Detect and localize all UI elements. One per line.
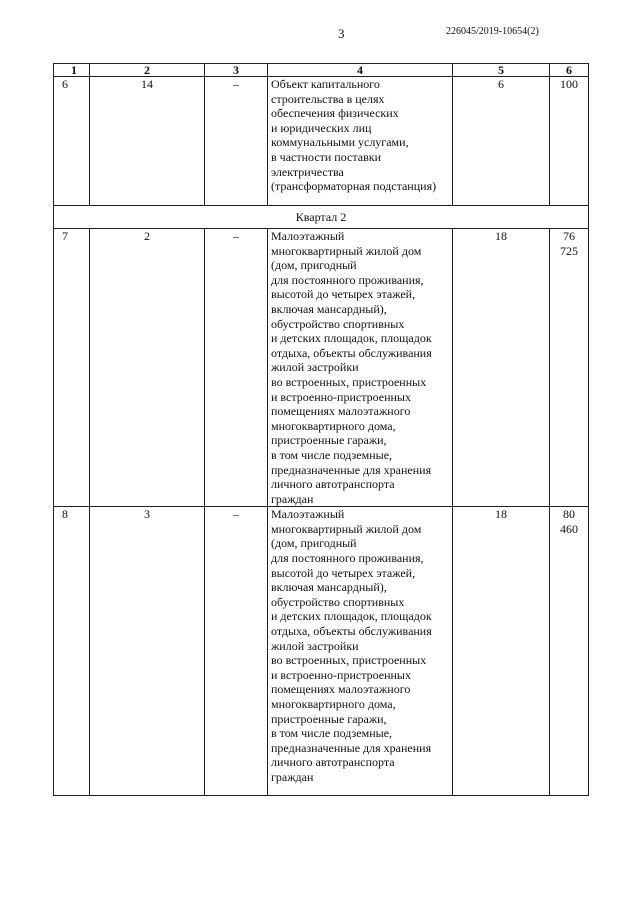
table-cell: 3 <box>90 507 205 796</box>
table-row <box>54 507 589 796</box>
table-row <box>54 229 589 507</box>
table-header-row <box>54 64 589 77</box>
description-cell: Малоэтажный многоквартирный жилой дом (дом, пригодный для постоянного проживания, высотой до четырех этажей, включая мансардный), обустройство спортивных и детских площадок, площадок отдыха, объекты обслуживания жилой застройки во встроенных, пристроенных и встроенно-пристроенных помещениях малоэтажного многоквартирного дома, пристроенные гаражи, в том числе подземные, предназначенные для хранения личного автотранспорта граждан <box>268 507 453 796</box>
quarter-label: Квартал 2 <box>54 206 589 229</box>
description-cell: Объект капитального строительства в целях обеспечения физических и юридических лиц коммунальными услугами, в частности поставки электричества (трансформаторная подстанция) <box>268 77 453 206</box>
table-cell: 76 725 <box>550 229 589 507</box>
table-cell: 14 <box>90 77 205 206</box>
row-number-cell: 7 <box>54 229 90 507</box>
document-id: 226045/2019-10654(2) <box>446 26 539 37</box>
table-cell: 2 <box>90 229 205 507</box>
table-cell: – <box>205 77 268 206</box>
row-number-cell: 8 <box>54 507 90 796</box>
table-cell: 18 <box>453 507 550 796</box>
column-header: 6 <box>550 64 589 77</box>
column-header: 3 <box>205 64 268 77</box>
quarter-row <box>54 206 589 229</box>
page-number: 3 <box>338 26 345 41</box>
table-cell: 80 460 <box>550 507 589 796</box>
table-row <box>54 77 589 206</box>
table-cell: – <box>205 507 268 796</box>
column-header: 2 <box>90 64 205 77</box>
table-cell: – <box>205 229 268 507</box>
column-header: 1 <box>54 64 90 77</box>
table-cell: 6 <box>453 77 550 206</box>
row-number-cell: 6 <box>54 77 90 206</box>
column-header: 5 <box>453 64 550 77</box>
table-cell: 100 <box>550 77 589 206</box>
column-header: 4 <box>268 64 453 77</box>
description-cell: Малоэтажный многоквартирный жилой дом (дом, пригодный для постоянного проживания, высотой до четырех этажей, включая мансардный), обустройство спортивных и детских площадок, площадок отдыха, объекты обслуживания жилой застройки во встроенных, пристроенных и встроенно-пристроенных помещениях малоэтажного многоквартирного дома, пристроенные гаражи, в том числе подземные, предназначенные для хранения личного автотранспорта граждан <box>268 229 453 507</box>
land-plots-table <box>53 63 589 796</box>
table-cell: 18 <box>453 229 550 507</box>
